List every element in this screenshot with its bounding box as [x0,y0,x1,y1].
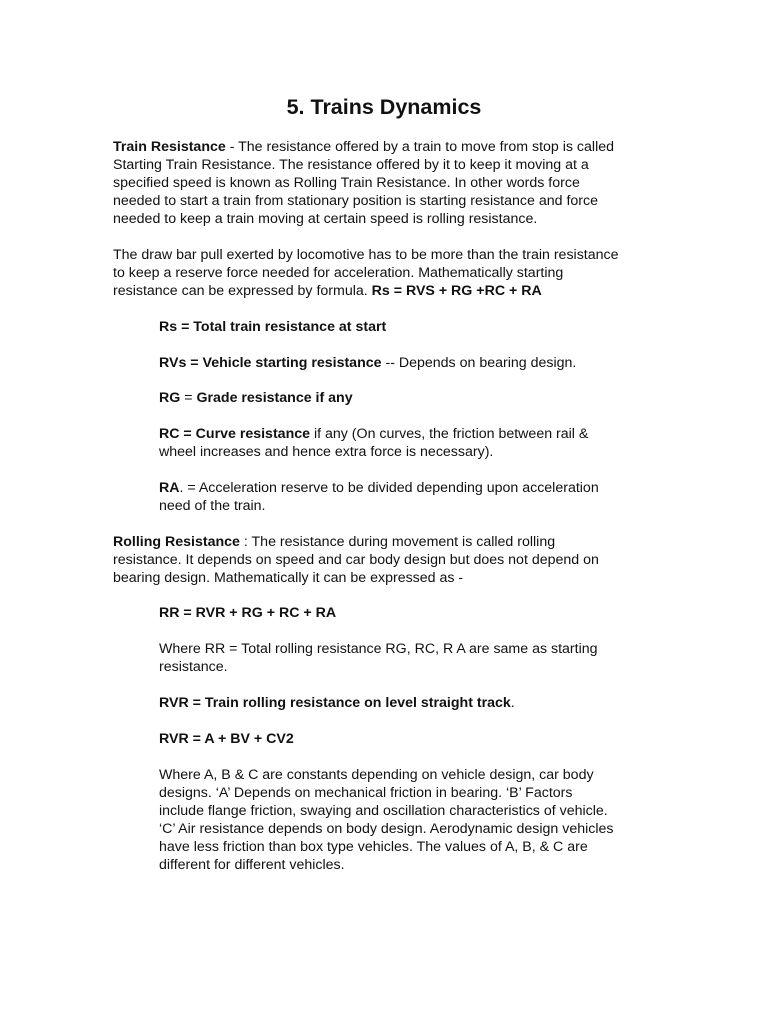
paragraph-line: specified speed is known as Rolling Train Resistance. In other words force [113,175,580,191]
definition-line [159,694,653,712]
paragraph-line: ‘C’ Air resistance depends on body design. Aerodynamic design vehicles [159,821,614,837]
paragraph-text: : The resistance during movement is called rolling [239,534,556,550]
paragraph-line: to keep a reserve force needed for acceleration. Mathematically starting [113,265,564,281]
paragraph-text: resistance can be expressed by formula. [113,283,372,299]
paragraph-line [113,282,653,300]
definition-line [159,425,653,443]
definition-rvs [159,354,653,372]
paragraph-line: Starting Train Resistance. The resistance offered by it to keep it moving at a [113,157,589,173]
paragraph-line: The draw bar pull exerted by locomotive has to be more than the train resistance [113,247,619,263]
paragraph-line: needed to keep a train moving at certain speed is rolling resistance. [113,211,538,227]
term-rolling-resistance: Rolling Resistance [113,534,240,550]
paragraph-line: resistance. It depends on speed and car body design but does not depend on [113,552,599,568]
definition-rg-term: Grade resistance if any [196,390,353,406]
formula-line [159,730,653,748]
definition-ra-term: RA [159,480,180,496]
definition-rc-text: if any (On curves, the friction between rail & [310,426,589,442]
term-train-resistance: Train Resistance [113,139,226,155]
paragraph-text: - The resistance offered by a train to move from stop is called [225,139,615,155]
paragraph-line [113,533,653,551]
paragraph-line: different for different vehicles. [159,857,345,873]
definition-rs [159,318,653,336]
rolling-resistance-paragraph [113,533,653,587]
paragraph-line: needed to start a train from stationary position is starting resistance and force [113,193,598,209]
paragraph-line: have less friction than box type vehicles. The values of A, B, & C are [159,839,588,855]
paragraph-line: include flange friction, swaying and oscillation characteristics of vehicle. [159,803,608,819]
definition-rvs-term: RVs = Vehicle starting resistance [159,355,382,371]
definition-line [159,318,653,336]
paragraph-line: bearing design. Mathematically it can be expressed as - [113,570,464,586]
rvr-formula-text: RVR = A + BV + CV2 [159,731,294,747]
definition-rg-symbol: RG [159,390,181,406]
definition-rg-equals: = [180,390,197,406]
definition-line [159,389,653,407]
definition-line [159,354,653,372]
train-resistance-paragraph [113,138,653,228]
rolling-resistance-formula-text: RR = RVR + RG + RC + RA [159,605,337,621]
rvr-definition-period: . [510,695,515,711]
rolling-resistance-formula [159,604,653,622]
definition-rg [159,389,653,407]
rvr-formula [159,730,653,748]
definition-ra-text: . = Acceleration reserve to be divided depending upon acceleration [179,480,599,496]
paragraph-line: resistance. [159,659,228,675]
definition-line: wheel increases and hence extra force is necessary). [159,444,494,460]
paragraph-line: designs. ‘A’ Depends on mechanical friction in bearing. ‘B’ Factors [159,785,573,801]
paragraph-line [113,138,653,156]
starting-resistance-formula: Rs = RVS + RG +RC + RA [371,283,542,299]
definition-rc [159,425,653,461]
definition-rvs-text: -- Depends on bearing design. [381,355,577,371]
rvr-definition-term: RVR = Train rolling resistance on level straight track [159,695,511,711]
definition-line: need of the train. [159,498,266,514]
paragraph-line: Where A, B & C are constants depending on vehicle design, car body [159,767,594,783]
paragraph-line: Where RR = Total rolling resistance RG, RC, R A are same as starting [159,641,598,657]
formula-line [159,604,653,622]
definition-ra [159,479,653,515]
draw-bar-pull-paragraph [113,246,653,300]
where-rr-paragraph [159,640,653,676]
definition-line [159,479,653,497]
rvr-definition [159,694,653,712]
definition-rs-text: Rs = Total train resistance at start [159,319,387,335]
page-title: 5. Trains Dynamics [286,95,482,119]
definition-rc-term: RC = Curve resistance [159,426,311,442]
constants-paragraph [159,766,653,874]
